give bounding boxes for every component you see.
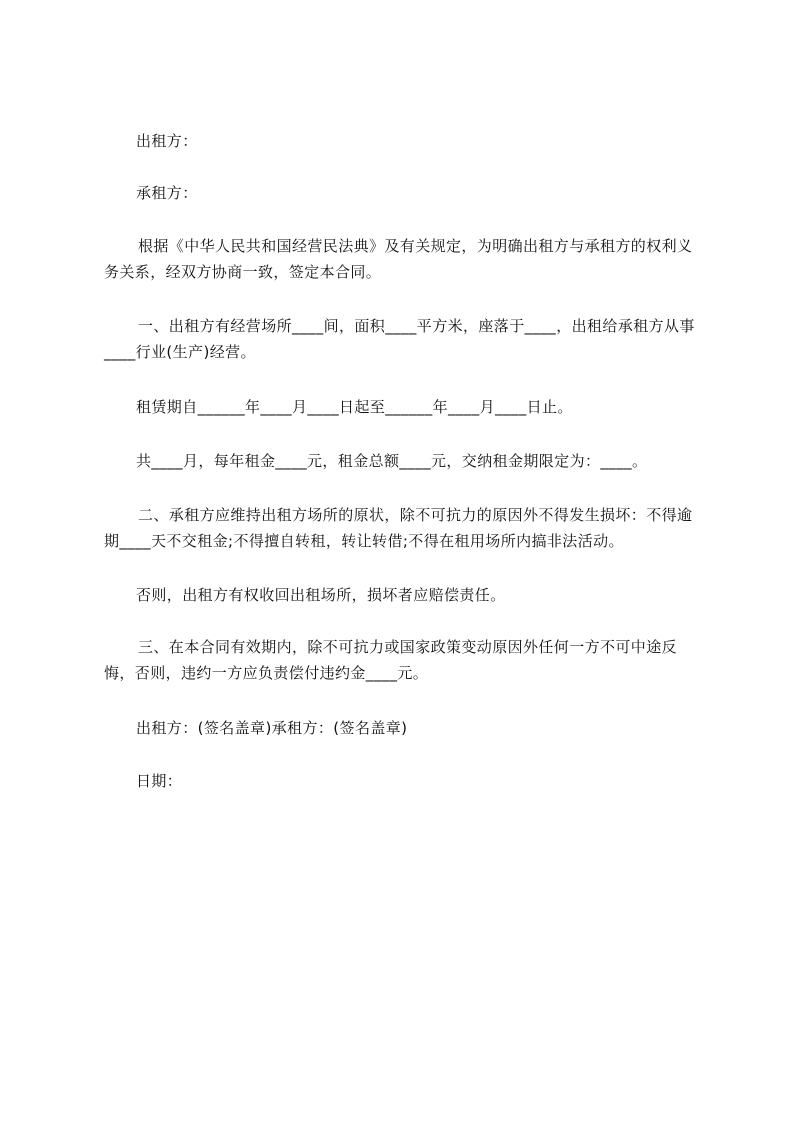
clause-2-paragraph: 二、承租方应维持出租方场所的原状，除不可抗力的原因外不得发生损坏：不得逾期____天不交租金;不得擅自转租，转让转借;不得在租用场所内搞非法活动。 (104, 506, 693, 550)
lessee-label: 承租方： (136, 184, 198, 202)
clause-1-paragraph: 一、出租方有经营场所____间，面积____平方米，座落于____，出租给承租方从事____行业(生产)经营。 (104, 317, 695, 361)
rent-terms-paragraph: 共____月，每年租金____元，租金总额____元，交纳租金期限定为：____。 (136, 452, 648, 470)
signatures-line: 出租方：(签名盖章)承租方：(签名盖章) (136, 719, 408, 737)
preamble-paragraph: 根据《中华人民共和国经营民法典》及有关规定，为明确出租方与承租方的权利义务关系，经双方协商一致，签定本合同。 (104, 237, 693, 281)
clause-3-paragraph: 三、在本合同有效期内，除不可抗力或国家政策变动原因外任何一方不可中途反悔，否则，违约一方应负责偿付违约金____元。 (104, 638, 678, 682)
date-label: 日期： (136, 772, 183, 790)
clause-2-consequence-paragraph: 否则，出租方有权收回出租场所，损坏者应赔偿责任。 (136, 586, 506, 604)
lessor-label: 出租方： (136, 132, 198, 150)
lease-period-paragraph: 租赁期自______年____月____日起至______年____月____日止。 (136, 398, 573, 416)
